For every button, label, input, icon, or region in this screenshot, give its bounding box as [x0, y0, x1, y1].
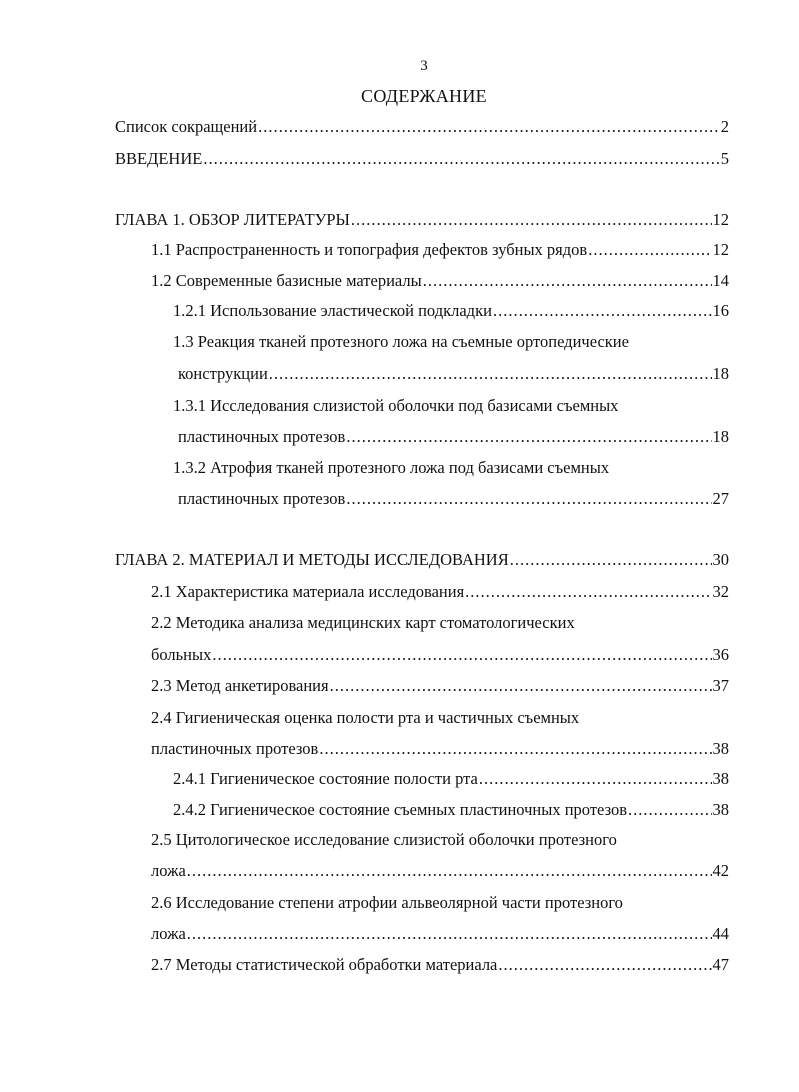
- toc-entry-1-3-1-first-line[interactable]: 1.3.1 Исследования слизистой оболочки под базисами съемных: [173, 396, 619, 415]
- dot-leader: [212, 643, 711, 667]
- toc-entry-2-2[interactable]: [151, 643, 729, 667]
- dot-leader: [187, 859, 712, 883]
- toc-entry-abbreviations[interactable]: [115, 115, 729, 139]
- toc-entry-page: 16: [712, 301, 729, 320]
- toc-entry-label: 1.1 Распространенность и топография дефектов зубных рядов: [151, 240, 588, 259]
- dot-leader: [498, 953, 711, 977]
- toc-entry-label: 2.4.2 Гигиеническое состояние съемных пластиночных протезов: [173, 800, 628, 819]
- toc-entry-page: 12: [712, 210, 729, 229]
- toc-entry-2-4-first-line[interactable]: 2.4 Гигиеническая оценка полости рта и частичных съемных: [151, 708, 580, 727]
- toc-entry-2-4-1[interactable]: [173, 767, 729, 791]
- toc-entry-page: 30: [712, 550, 729, 569]
- toc-entry-label: 2.4.1 Гигиеническое состояние полости рта: [173, 769, 478, 788]
- toc-entry-1-2-1[interactable]: [173, 299, 729, 323]
- toc-entry-page: 37: [712, 676, 729, 695]
- toc-entry-page: 36: [712, 645, 729, 664]
- dot-leader: [465, 580, 711, 604]
- toc-entry-page: 27: [712, 489, 729, 508]
- toc-entry-page: 44: [712, 924, 729, 943]
- dot-leader: [319, 737, 711, 761]
- toc-entry-2-5[interactable]: [151, 859, 729, 883]
- dot-leader: [588, 238, 711, 262]
- toc-entry-page: 18: [712, 364, 729, 383]
- toc-entry-1-1[interactable]: [151, 238, 729, 262]
- toc-entry-label: 2.3 Метод анкетирования: [151, 676, 329, 695]
- toc-entry-1-3-first-line[interactable]: 1.3 Реакция тканей протезного ложа на съемные ортопедические: [173, 332, 629, 351]
- toc-entry-2-2-first-line[interactable]: 2.2 Методика анализа медицинских карт стоматологических: [151, 613, 575, 632]
- toc-entry-label: Список сокращений: [115, 117, 258, 136]
- toc-entry-page: 38: [712, 800, 729, 819]
- dot-leader: [351, 208, 712, 232]
- toc-entry-2-4[interactable]: [151, 737, 729, 761]
- dot-leader: [493, 299, 712, 323]
- dot-leader: [258, 115, 720, 139]
- toc-entry-label: 1.2 Современные базисные материалы: [151, 271, 422, 290]
- toc-entry-label: пластиночных протезов: [151, 739, 319, 758]
- toc-entry-1-3-2-first-line[interactable]: 1.3.2 Атрофия тканей протезного ложа под базисами съемных: [173, 458, 610, 477]
- dot-leader: [479, 767, 712, 791]
- toc-entry-1-3[interactable]: [178, 362, 729, 386]
- toc-entry-label: ГЛАВА 2. МАТЕРИАЛ И МЕТОДЫ ИССЛЕДОВАНИЯ: [115, 550, 509, 569]
- toc-entry-label: конструкции: [178, 364, 268, 383]
- toc-entry-introduction[interactable]: [115, 147, 729, 171]
- dot-leader: [346, 487, 711, 511]
- dot-leader: [423, 269, 712, 293]
- toc-entry-page: 47: [712, 955, 729, 974]
- toc-entry-1-3-1[interactable]: [178, 425, 729, 449]
- dot-leader: [203, 147, 719, 171]
- toc-entry-page: 12: [712, 240, 729, 259]
- toc-entry-page: 38: [712, 769, 729, 788]
- toc-entry-label: 2.7 Методы статистической обработки материала: [151, 955, 498, 974]
- toc-entry-2-3[interactable]: [151, 674, 729, 698]
- toc-entry-2-1[interactable]: [151, 580, 729, 604]
- toc-entry-page: 2: [720, 117, 729, 136]
- toc-entry-page: 32: [712, 582, 729, 601]
- toc-entry-page: 5: [720, 149, 729, 168]
- toc-entry-page: 38: [712, 739, 729, 758]
- toc-entry-label: ложа: [151, 861, 186, 880]
- toc-entry-label: ВВЕДЕНИЕ: [115, 149, 203, 168]
- dot-leader: [346, 425, 711, 449]
- toc-entry-1-2[interactable]: [151, 269, 729, 293]
- toc-entry-label: пластиночных протезов: [178, 489, 346, 508]
- toc-entry-label: ложа: [151, 924, 186, 943]
- toc-entry-page: 18: [712, 427, 729, 446]
- toc-entry-2-6[interactable]: [151, 922, 729, 946]
- toc-entry-label: 1.2.1 Использование эластической подкладки: [173, 301, 492, 320]
- toc-entry-2-4-2[interactable]: [173, 798, 729, 822]
- dot-leader: [187, 922, 712, 946]
- toc-entry-page: 42: [712, 861, 729, 880]
- toc-title: СОДЕРЖАНИЕ: [361, 86, 487, 106]
- page-number: 3: [420, 58, 428, 74]
- toc-entry-label: ГЛАВА 1. ОБЗОР ЛИТЕРАТУРЫ: [115, 210, 350, 229]
- dot-leader: [330, 674, 712, 698]
- dot-leader: [269, 362, 712, 386]
- toc-entry-label: пластиночных протезов: [178, 427, 346, 446]
- toc-entry-chapter-1[interactable]: [115, 208, 729, 232]
- dot-leader: [628, 798, 711, 822]
- toc-entry-label: 2.1 Характеристика материала исследования: [151, 582, 465, 601]
- dot-leader: [510, 548, 712, 572]
- toc-entry-2-6-first-line[interactable]: 2.6 Исследование степени атрофии альвеолярной части протезного: [151, 893, 623, 912]
- toc-entry-chapter-2[interactable]: [115, 548, 729, 572]
- toc-entry-label: больных: [151, 645, 212, 664]
- toc-entry-1-3-2[interactable]: [178, 487, 729, 511]
- toc-entry-page: 14: [712, 271, 729, 290]
- toc-entry-2-7[interactable]: [151, 953, 729, 977]
- toc-entry-2-5-first-line[interactable]: 2.5 Цитологическое исследование слизистой оболочки протезного: [151, 830, 617, 849]
